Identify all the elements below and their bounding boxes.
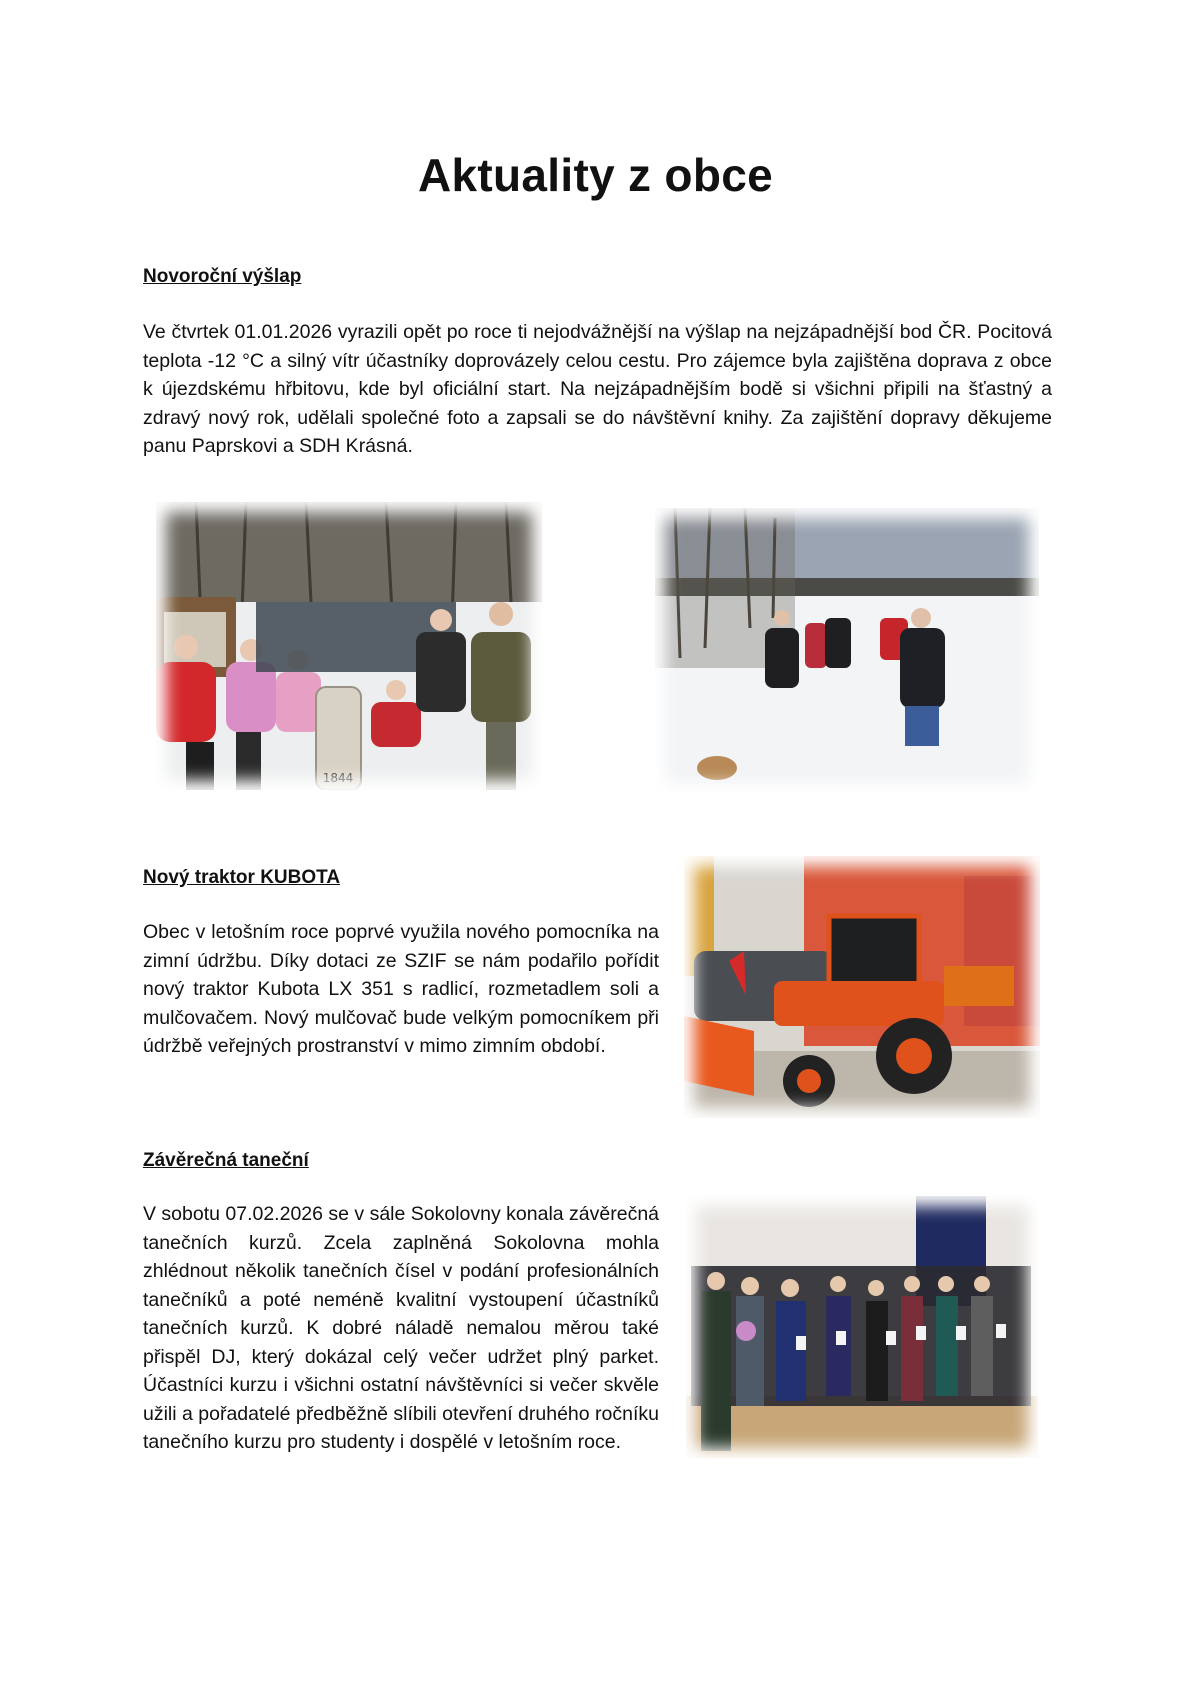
photo-snow-walk <box>655 508 1039 794</box>
photo-dance-course-group <box>686 1196 1038 1458</box>
article-heading-dance: Závěrečná taneční <box>143 1150 309 1171</box>
stone-inscription: 1844 <box>322 771 354 785</box>
article-text-hike: Ve čtvrtek 01.01.2026 vyrazili opět po roce ti nejodvážnější na výšlap na nejzápadnější bod ČR. Pocitová teplota -12 °C a silný vítr účastníky doprovázely celou cestu. Pro zájemce byla zajištěna doprava z obce k újezdskému hřbitovu, kde byl oficiální start. Na nejzápadnějším bodě si všichni připili na šťastný a zdravý nový rok, udělali společné foto a zapsali se do návštěvní knihy. Za zajištění dopravy děkujeme panu Paprskovi a SDH Krásná. <box>143 321 1052 457</box>
article-heading-hike: Novoroční výšlap <box>143 266 302 287</box>
article-text-tractor: Obec v letošním roce poprvé využila nového pomocníka na zimní údržbu. Díky dotaci ze SZIF se nám podařilo pořídit nový traktor Kubota LX 351 s radlicí, rozmetadlem soli a mulčovačem. Nový mulčovač bude velkým pomocníkem při údržbě veřejných prostranství v mimo zimním období. <box>143 921 659 1057</box>
article-heading-tractor: Nový traktor KUBOTA <box>143 867 341 888</box>
photo-kubota-tractor <box>684 856 1040 1118</box>
photo-group-at-stone <box>156 502 542 790</box>
article-text-dance: V sobotu 07.02.2026 se v sále Sokolovny konala závěrečná tanečních kurzů. Zcela zaplněná Sokolovna mohla zhlédnout několik tanečních čísel v podání profesionálních tanečníků a poté neméně kvalitní vystoupení účastníků tanečních kurzů. K dobré náladě nemalou měrou také přispěl DJ, který dokázal celý večer udržet plný parket. Účastníci kurzu i všichni ostatní návštěvníci si večer skvěle užili a pořadatelé předběžně slíbili otevření druhého ročníku tanečního kurzu pro studenty i dospělé v letošním roce. <box>143 1203 660 1453</box>
page-title: Aktuality z obce <box>418 149 773 201</box>
